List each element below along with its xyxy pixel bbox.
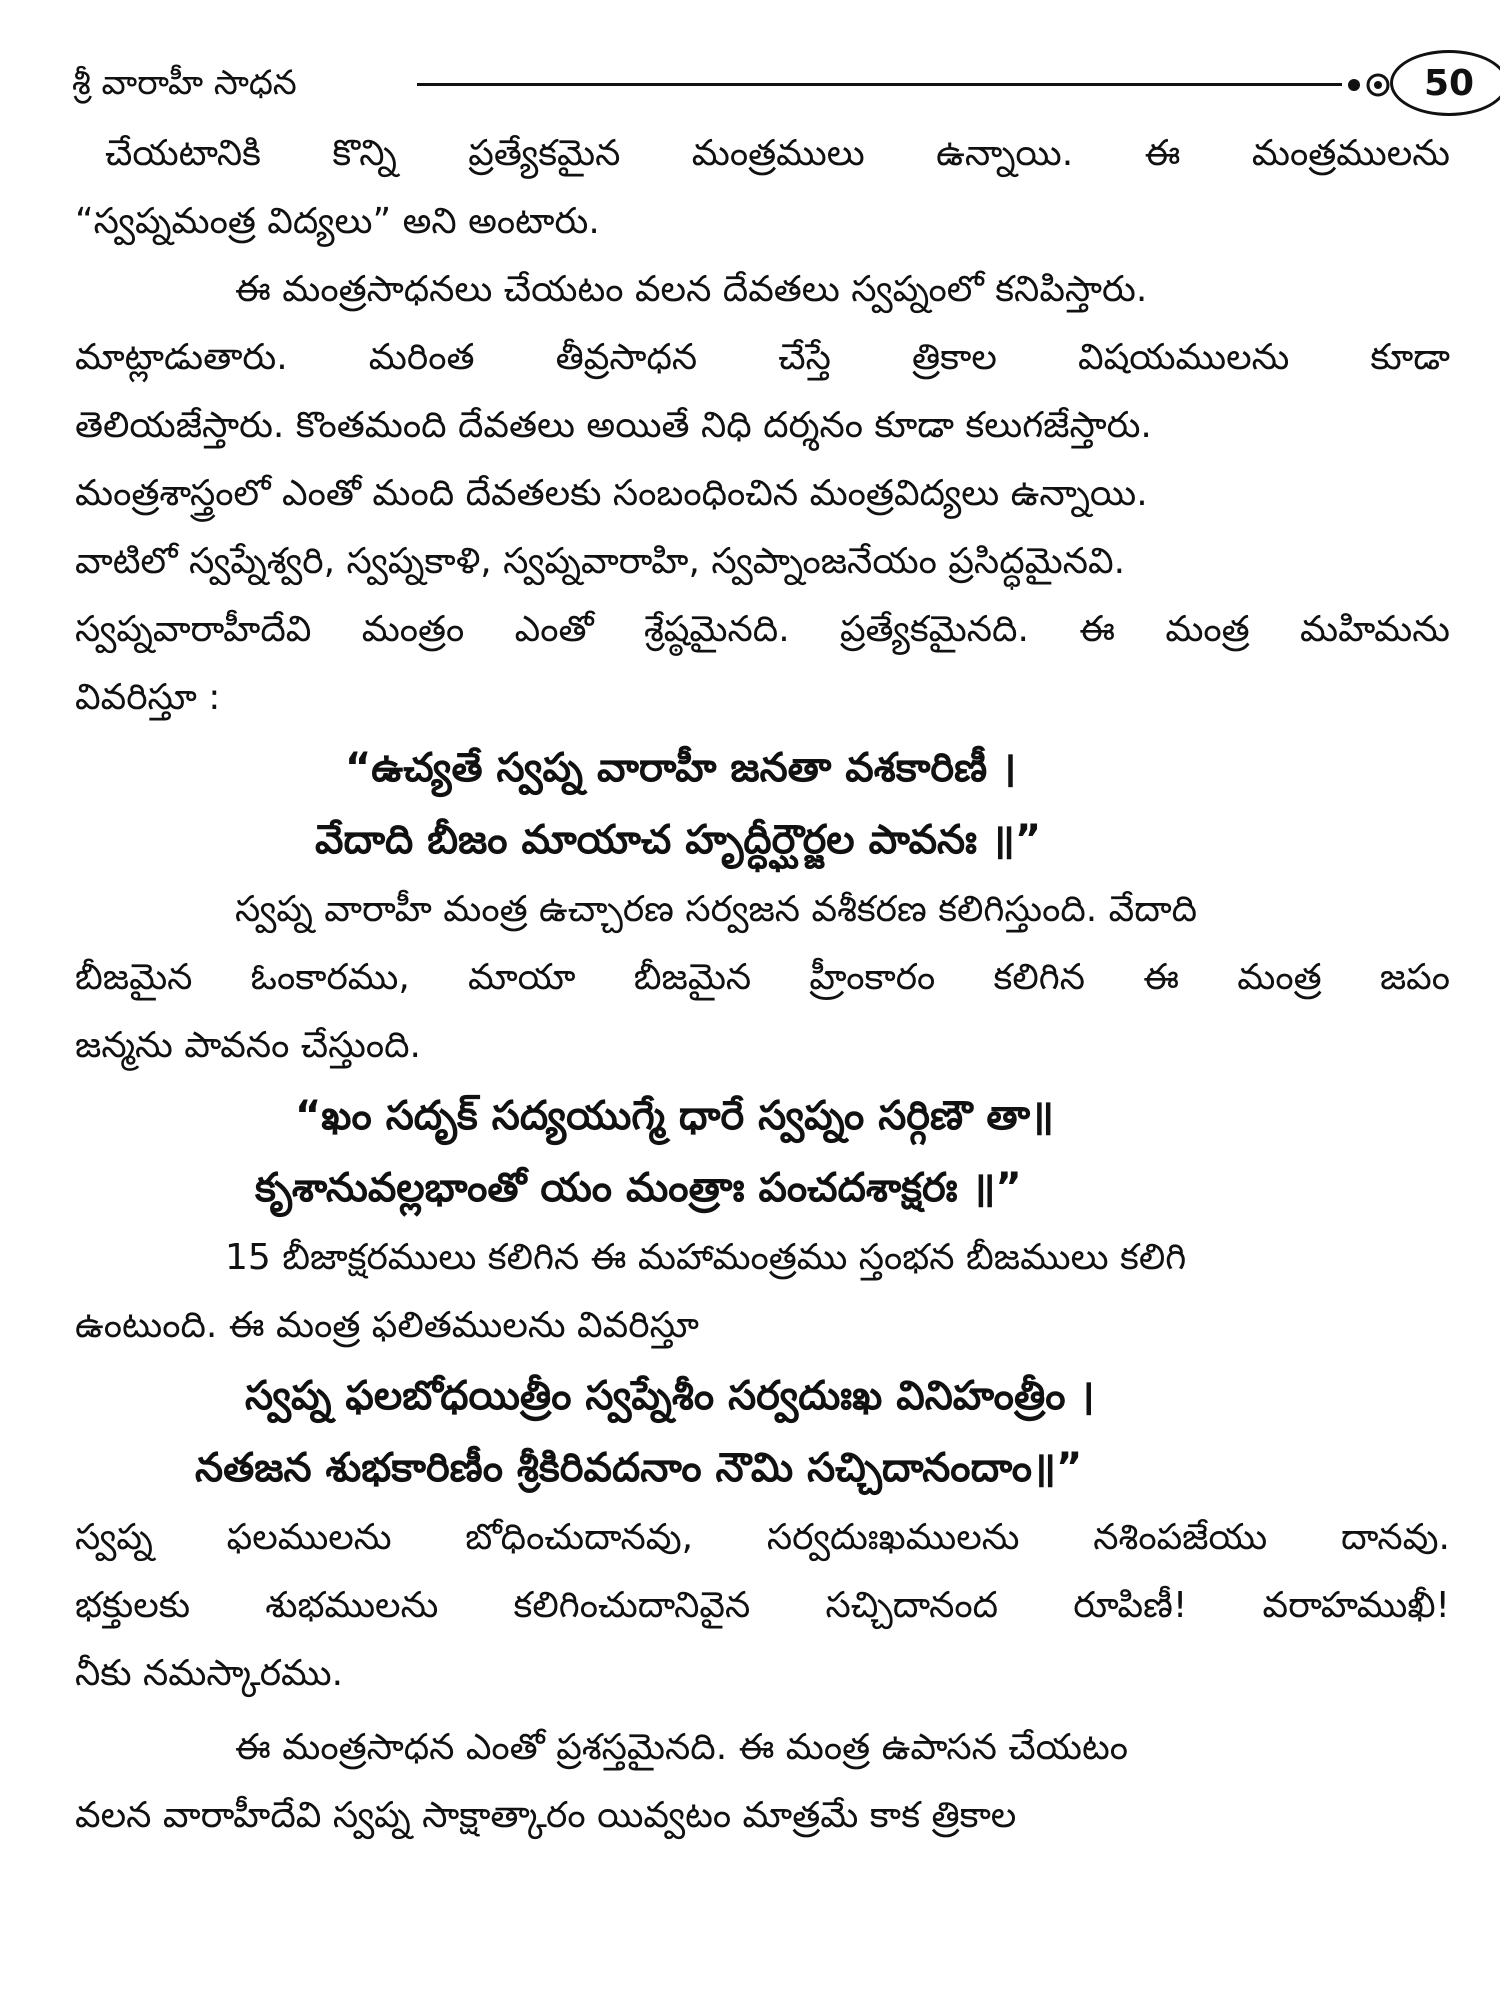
page-header	[72, 50, 1475, 120]
verse-line: వేదాది బీజం మాయాచ హృద్ధీర్ఘౌర్జల పావనః ॥”	[315, 817, 1042, 863]
text-line: ఉంటుంది. ఈ మంత్ర ఫలితములను వివరిస్తూ	[75, 1305, 699, 1346]
text-line: 15 బీజాక్షరములు కలిగిన ఈ మహామంత్రము స్తంభన బీజములు కలిగి	[225, 1237, 1187, 1278]
text-line: జన్మను పావనం చేస్తుంది.	[75, 1025, 421, 1066]
page-body	[75, 120, 1450, 1850]
text-line: భక్తులకు శుభములను కలిగించుదానివైన సచ్చిదానంద రూపిణీ! వరాహముఖీ!	[75, 1585, 1450, 1626]
verse-line: “ఉచ్యతే స్వప్న వారాహీ జనతా వశకారిణీ ।	[345, 745, 1017, 791]
verse-line: కృశానువల్లభాంతో యం మంత్రాః పంచదశాక్షరః ॥”	[255, 1165, 1022, 1211]
page-number: 50	[1390, 50, 1500, 116]
verse-line: “ఖం సదృక్ సద్యయుగ్మే ధారే స్వప్నం సర్గిణౌ తా॥	[295, 1093, 1055, 1139]
text-line: ఈ మంత్రసాధనలు చేయటం వలన దేవతలు స్వప్నంలో కనిపిస్తారు.	[235, 269, 1148, 310]
text-line: నీకు నమస్కారము.	[75, 1653, 344, 1694]
text-line: మాట్లాడుతారు. మరింత తీవ్రసాధన చేస్తే త్రికాల విషయములను కూడా	[75, 337, 1450, 378]
text-line: తెలియజేస్తారు. కొంతమంది దేవతలు అయితే నిధి దర్శనం కూడా కలుగజేస్తారు.	[75, 405, 1152, 446]
text-line: ఈ మంత్రసాధన ఎంతో ప్రశస్తమైనది. ఈ మంత్ర ఉపాసన చేయటం	[235, 1727, 1129, 1768]
text-line: మంత్రశాస్త్రంలో ఎంతో మంది దేవతలకు సంబంధించిన మంత్రవిద్యలు ఉన్నాయి.	[75, 473, 1148, 514]
text-line: బీజమైన ఓంకారము, మాయా బీజమైన హ్రీంకారం కలిగిన ఈ మంత్ర జపం	[75, 957, 1450, 998]
text-line: స్వప్న ఫలములను బోధించుదానవు, సర్వదుఃఖములను నశింపజేయు దానవు.	[75, 1517, 1450, 1558]
text-line: వలన వారాహీదేవి స్వప్న సాక్షాత్కారం యివ్వటం మాత్రమే కాక త్రికాల	[75, 1795, 1017, 1836]
text-line: “స్వప్నమంత్ర విద్యలు” అని అంటారు.	[75, 201, 600, 242]
text-line: స్వప్నవారాహీదేవి మంత్రం ఎంతో శ్రేష్ఠమైనది. ప్రత్యేకమైనది. ఈ మంత్ర మహిమను	[75, 609, 1450, 650]
header-rule	[417, 83, 1342, 86]
text-line: వివరిస్తూ :	[75, 677, 221, 718]
text-line: వాటిలో స్వప్నేశ్వరి, స్వప్నకాళి, స్వప్నవారాహి, స్వప్నాంజనేయం ప్రసిద్ధమైనవి.	[75, 541, 1126, 582]
verse-line: నతజన శుభకారిణీం శ్రీకిరివదనాం నౌమి సచ్చిదానందాం॥”	[195, 1445, 1083, 1491]
book-title: శ్రీ వారాహీ సాధన	[72, 63, 297, 103]
verse-line: స్వప్న ఫలబోధయిత్రీం స్వప్నేశీం సర్వదుఃఖ వినిహంత్రీం ।	[245, 1373, 1095, 1419]
text-line: చేయటానికి కొన్ని ప్రత్యేకమైన మంత్రములు ఉన్నాయి. ఈ మంత్రములను	[105, 133, 1450, 174]
text-line: స్వప్న వారాహీ మంత్ర ఉచ్చారణ సర్వజన వశీకరణ కలిగిస్తుంది. వేదాది	[235, 889, 1198, 930]
